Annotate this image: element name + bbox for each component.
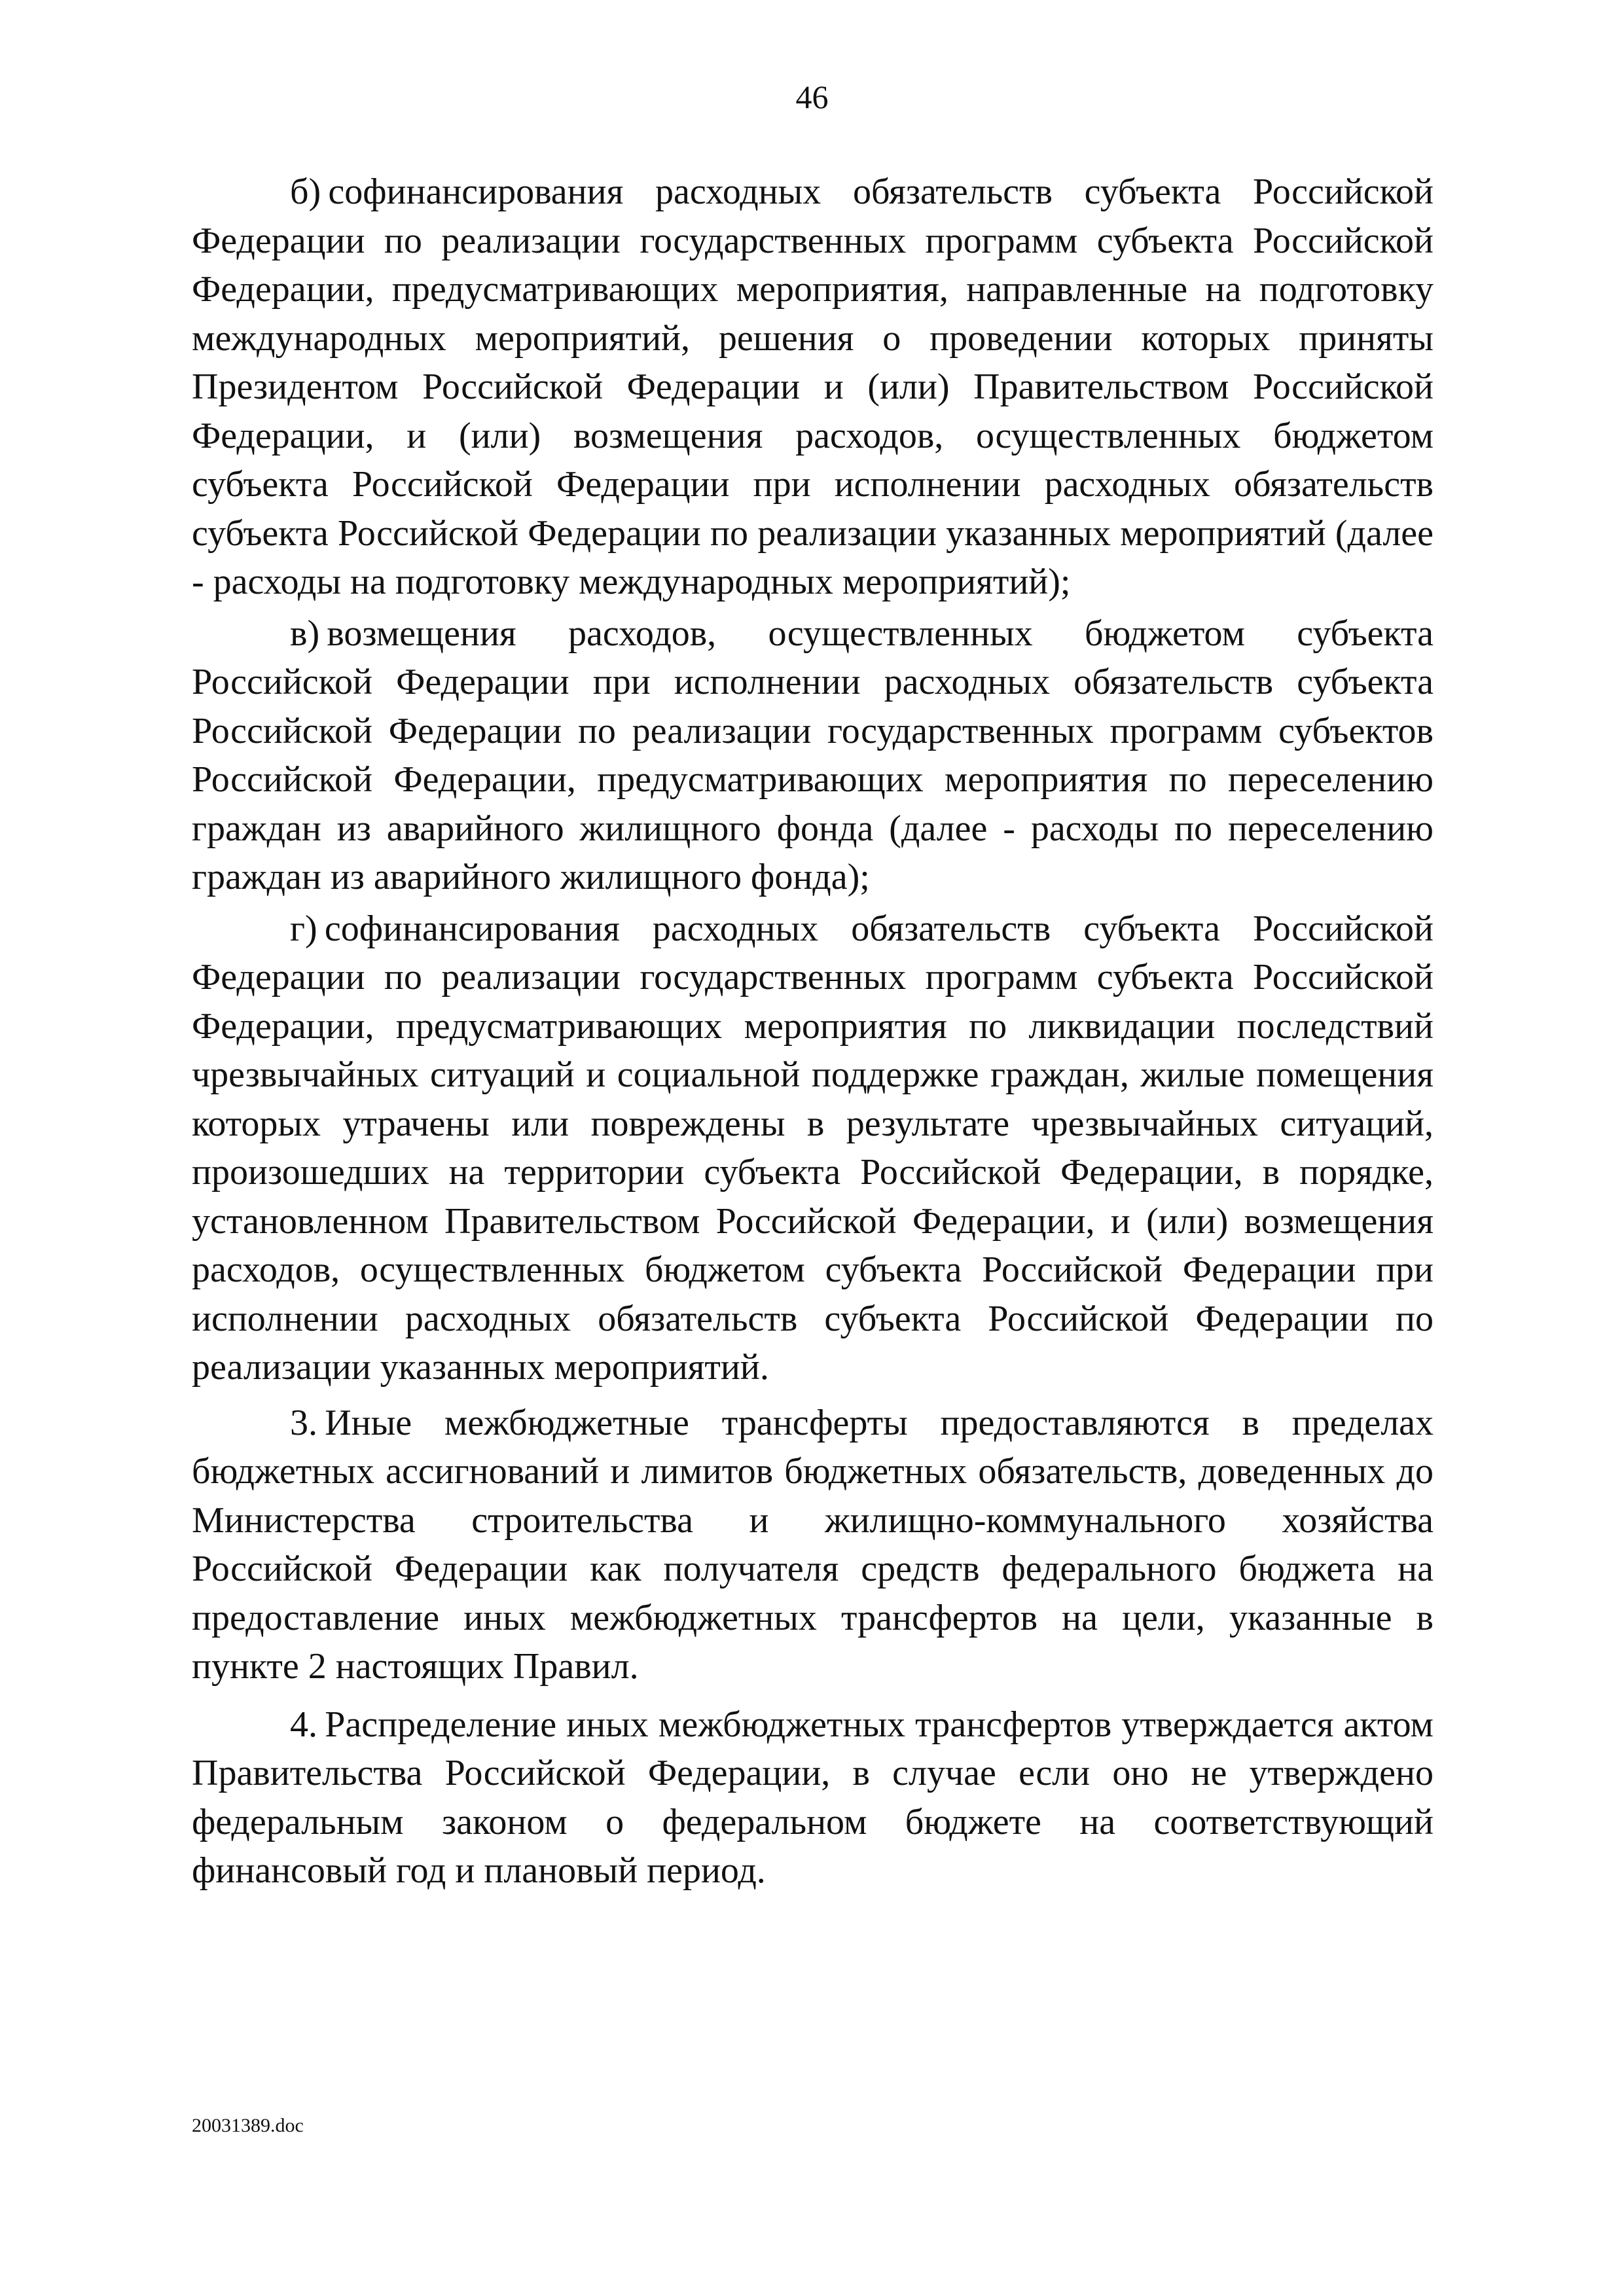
paragraph-item-4: [192, 1700, 1434, 1895]
item-marker: в): [290, 613, 320, 654]
page-number: 46: [795, 79, 829, 115]
paragraph-item-3: [192, 1399, 1434, 1691]
item-marker: г): [290, 908, 317, 949]
item-marker: 3.: [290, 1402, 317, 1443]
paragraph-text: возмещения расходов, осуществленных бюджетом субъекта Российской Федерации при исполнении расходных обязательств субъекта Российской Федерации по реализации государственных программ субъектов Российской Федерации, предусматривающих мероприятия по переселению граждан из аварийного жилищного фонда (далее - расходы по переселению граждан из аварийного жилищного фонда);: [192, 613, 1434, 897]
paragraph-item-g: [192, 905, 1434, 1392]
document-file-code: 20031389.doc: [192, 2115, 304, 2136]
item-marker: б): [290, 171, 321, 212]
paragraph-text: софинансирования расходных обязательств субъекта Российской Федерации по реализации государственных программ субъекта Российской Федерации, предусматривающих мероприятия, направленные на подготовку международных мероприятий, решения о проведении которых приняты Президентом Российской Федерации и (или) Правительством Российской Федерации, и (или) возмещения расходов, осуществленных бюджетом субъекта Российской Федерации при исполнении расходных обязательств субъекта Российской Федерации по реализации указанных мероприятий (далее - расходы на подготовку международных мероприятий);: [192, 171, 1434, 602]
document-body: [192, 168, 1434, 1895]
paragraph-item-v: [192, 609, 1434, 902]
paragraph-item-b: [192, 168, 1434, 607]
item-marker: 4.: [290, 1704, 317, 1745]
paragraph-text: Распределение иных межбюджетных трансфертов утверждается актом Правительства Российской Федерации, в случае если оно не утверждено федеральным законом о федеральном бюджете на соответствующий финансовый год и плановый период.: [192, 1704, 1434, 1891]
paragraph-text: софинансирования расходных обязательств субъекта Российской Федерации по реализации государственных программ субъекта Российской Федерации, предусматривающих мероприятия по ликвидации последствий чрезвычайных ситуаций и социальной поддержке граждан, жилые помещения которых утрачены или повреждены в результате чрезвычайных ситуаций, произошедших на территории субъекта Российской Федерации, в порядке, установленном Правительством Российской Федерации, и (или) возмещения расходов, осуществленных бюджетом субъекта Российской Федерации при исполнении расходных обязательств субъекта Российской Федерации по реализации указанных мероприятий.: [192, 908, 1434, 1388]
paragraph-text: Иные межбюджетные трансферты предоставляются в пределах бюджетных ассигнований и лимитов бюджетных обязательств, доведенных до Министерства строительства и жилищно-коммунального хозяйства Российской Федерации как получателя средств федерального бюджета на предоставление иных межбюджетных трансфертов на цели, указанные в пункте 2 настоящих Правил.: [192, 1402, 1434, 1687]
